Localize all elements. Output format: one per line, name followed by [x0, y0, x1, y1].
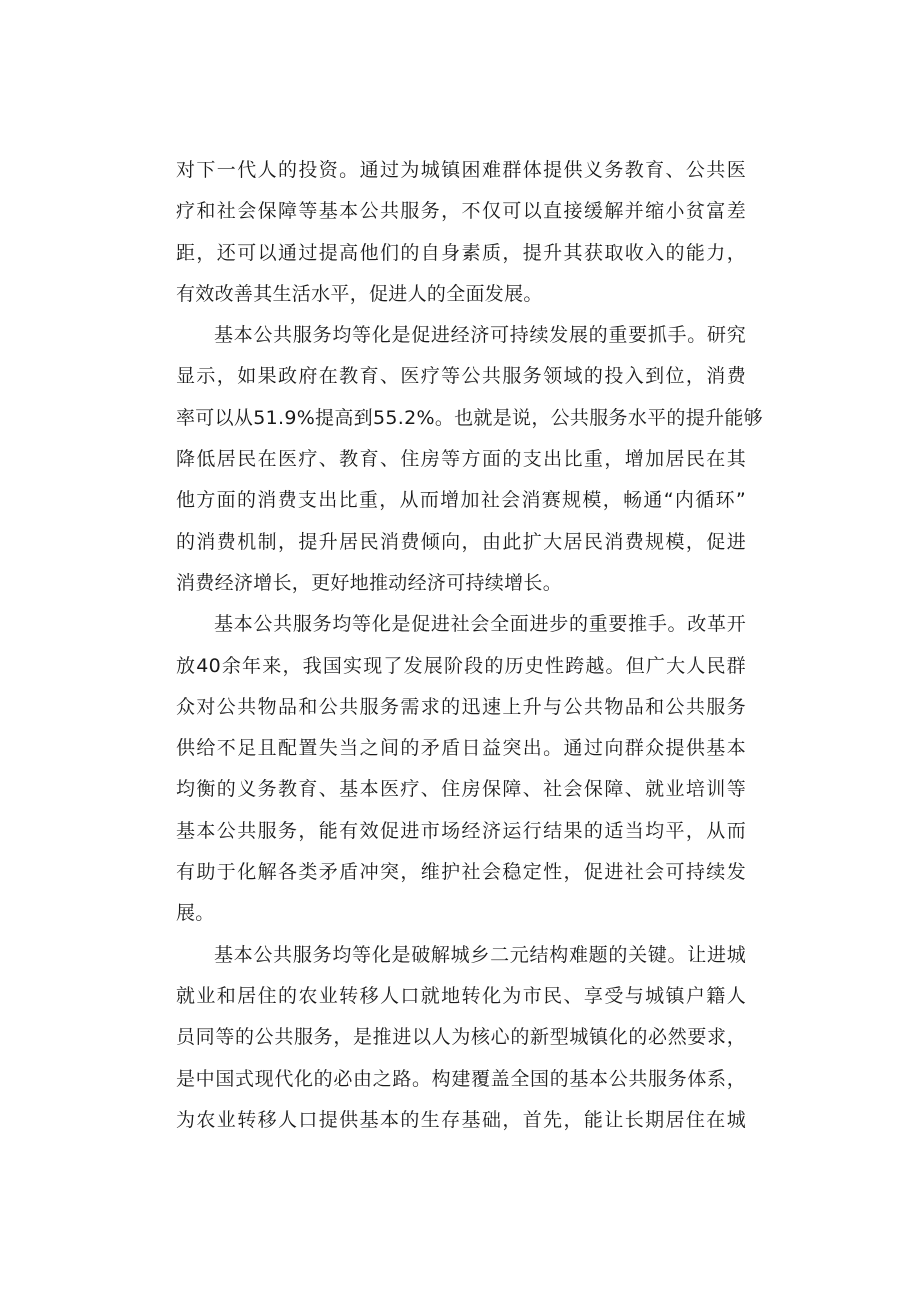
text-line: 降低居民在医疗、教育、住房等方面的支出比重，增加居民在其	[176, 448, 746, 471]
text-line: 放40余年来，我国实现了发展阶段的历史性跨越。但广大人民群	[176, 654, 746, 677]
text-line: 有效改善其生活水平，促进人的全面发展。	[176, 282, 543, 305]
text-line: 对下一代人的投资。通过为城镇困难群体提供义务教育、公共医	[176, 159, 746, 181]
text-line: 展。	[176, 902, 215, 925]
text-line: 显示，如果政府在教育、医疗等公共服务领域的投入到位，消费	[176, 365, 746, 388]
text-line: 基本公共服务均等化是促进经济可持续发展的重要抓手。研究	[214, 324, 746, 347]
text-line: 基本公共服务，能有效促进市场经济运行结果的适当均平，从而	[176, 819, 746, 842]
text-line: 疗和社会保障等基本公共服务，不仅可以直接缓解并缩小贫富差	[176, 200, 746, 223]
text-line: 的消费机制，提升居民消费倾向，由此扩大居民消费规模，促进	[176, 530, 746, 553]
text-line: 率可以从51.9%提高到55.2%。也就是说，公共服务水平的提升能够	[176, 406, 763, 429]
text-line: 为农业转移人口提供基本的生存基础，首先，能让长期居住在城	[176, 1108, 746, 1131]
text-line: 距，还可以通过提高他们的自身素质，提升其获取收入的能力，	[176, 241, 746, 264]
text-line: 就业和居住的农业转移人口就地转化为市民、享受与城镇户籍人	[176, 984, 746, 1007]
text-line: 消费经济增长，更好地推动经济可持续增长。	[176, 571, 563, 594]
text-line: 均衡的义务教育、基本医疗、住房保障、社会保障、就业培训等	[176, 778, 746, 801]
text-line: 是中国式现代化的必由之路。构建覆盖全国的基本公共服务体系，	[176, 1067, 746, 1090]
text-line: 基本公共服务均等化是促进社会全面进步的重要推手。改革开	[214, 613, 746, 636]
text-line: 基本公共服务均等化是破解城乡二元结构难题的关键。让进城	[214, 943, 746, 966]
text-line: 供给不足且配置失当之间的矛盾日益突出。通过向群众提供基本	[176, 737, 746, 760]
text-line: 众对公共物品和公共服务需求的迅速上升与公共物品和公共服务	[176, 695, 746, 718]
text-line: 他方面的消费支出比重，从而增加社会消赛规模，畅通“内循环”	[176, 489, 746, 512]
text-line: 员同等的公共服务，是推进以人为核心的新型城镇化的必然要求，	[176, 1026, 746, 1049]
text-line: 有助于化解各类矛盾冲突，维护社会稳定性，促进社会可持续发	[176, 861, 746, 884]
body-text	[176, 150, 763, 1141]
